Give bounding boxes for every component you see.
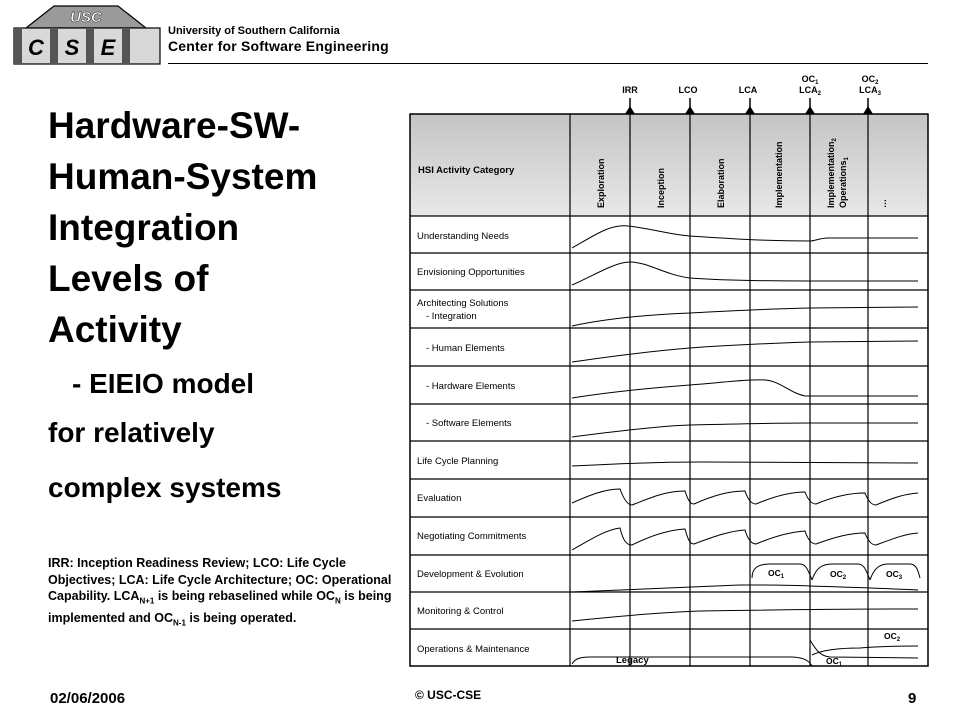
slide-title [48,100,378,355]
slide-date: 02/06/2006 [50,690,126,707]
milestone-lca3-label: $LCA_3$ [859,85,881,97]
milestone-oc1-label: $OC_1$ [801,74,819,86]
oc-label: $OC_3$ [886,569,903,581]
page-number: 9 [908,690,917,707]
hsi-activity-category-label: HSI Activity Category [418,165,515,176]
oc-label: $OC_1$ [826,656,843,668]
center-name: Center for Software Engineering [168,38,389,54]
logo-usc-text: USC [70,9,102,26]
milestone-lca2-label: $LCA_2$ [799,85,821,97]
row-label: Evaluation [417,493,462,504]
milestone-arrow [622,85,638,114]
curve-negotiating-commitments [572,528,918,550]
row-label: - Human Elements [426,343,505,354]
row-label: Monitoring & Control [417,606,504,617]
header-rule [168,63,928,64]
curve-human-elements [572,341,918,362]
milestone-arrow [799,74,822,114]
curve-ops-oc2 [812,646,918,655]
cse-logo [6,4,166,68]
row-label: Life Cycle Planning [417,456,499,467]
curve-hardware-elements [572,380,918,398]
row-label: - Hardware Elements [426,381,516,392]
legacy-label: Legacy [616,655,649,666]
row-label: - Integration [426,311,477,322]
row-label: Understanding Needs [417,231,509,242]
milestone-arrows [622,74,881,114]
university-name: University of Southern California [168,25,340,37]
oc-label: $OC_2$ [830,569,847,581]
milestone-lco-label: LCO [678,85,698,95]
logo-letter-e: E [100,35,116,60]
row-label: Operations & Maintenance [417,644,530,655]
curve-life-cycle-planning [572,462,918,466]
copyright: © USC-CSE [415,688,482,702]
phase-label-elaboration: Elaboration [716,158,726,208]
row-label: - Software Elements [426,418,512,429]
logo-letter-c: C [28,35,44,60]
oc-label: $OC_1$ [768,568,785,580]
subtitle-line: complex systems [48,472,282,503]
phase-label-operations-1: Operations$_1$ [838,157,850,208]
subtitle-line: for relatively [48,417,215,448]
row-label: Architecting Solutions [417,298,509,309]
milestone-lca-label: LCA [738,85,758,95]
phase-label-exploration: Exploration [596,158,606,208]
row-label: Development & Evolution [417,569,524,580]
title-line: Hardware-SW- [48,105,301,146]
curve-understanding-needs [572,226,918,248]
milestone-arrow [859,74,882,114]
row-label: Negotiating Commitments [417,531,527,542]
milestone-arrow [739,85,758,114]
title-line: Activity [48,309,182,350]
phase-label-ellipsis: … [878,199,888,208]
row-label: Envisioning Opportunities [417,267,525,278]
curve-envisioning-opportunities [572,262,918,285]
logo-letter-s: S [64,35,80,60]
curve-integration [572,307,918,326]
curve-software-elements [572,423,918,437]
phase-label-implementation-2: Implementation$_2$ [826,138,838,208]
oc-label: $OC_2$ [884,631,901,643]
subtitle-line: - EIEIO model [72,368,255,399]
phase-label-implementation: Implementation [774,141,784,208]
title-line: Human-System [48,156,318,197]
milestone-arrow [679,85,698,114]
phase-label-inception: Inception [656,168,666,208]
curve-evaluation [572,489,918,505]
curve-legacy-bracket [572,657,812,666]
oc-labels [616,568,903,668]
curve-development-evolution [572,585,918,592]
title-line: Levels of [48,258,209,299]
acronym-legend: IRR: Inception Readiness Review; LCO: Life Cycle Objectives; LCA: Life Cycle Architecture; OC: Operational Capability. $LCA_{N+1}$ is being rebaselined while $OC_N$ is being implemented and $OC_{N-1}$ is being operated. [48,556,392,628]
milestone-oc2-label: $OC_2$ [861,74,879,86]
curve-monitoring-control [572,609,918,621]
eieio-diagram [395,66,940,678]
milestone-irr-label: IRR [622,85,638,95]
title-line: Integration [48,207,240,248]
